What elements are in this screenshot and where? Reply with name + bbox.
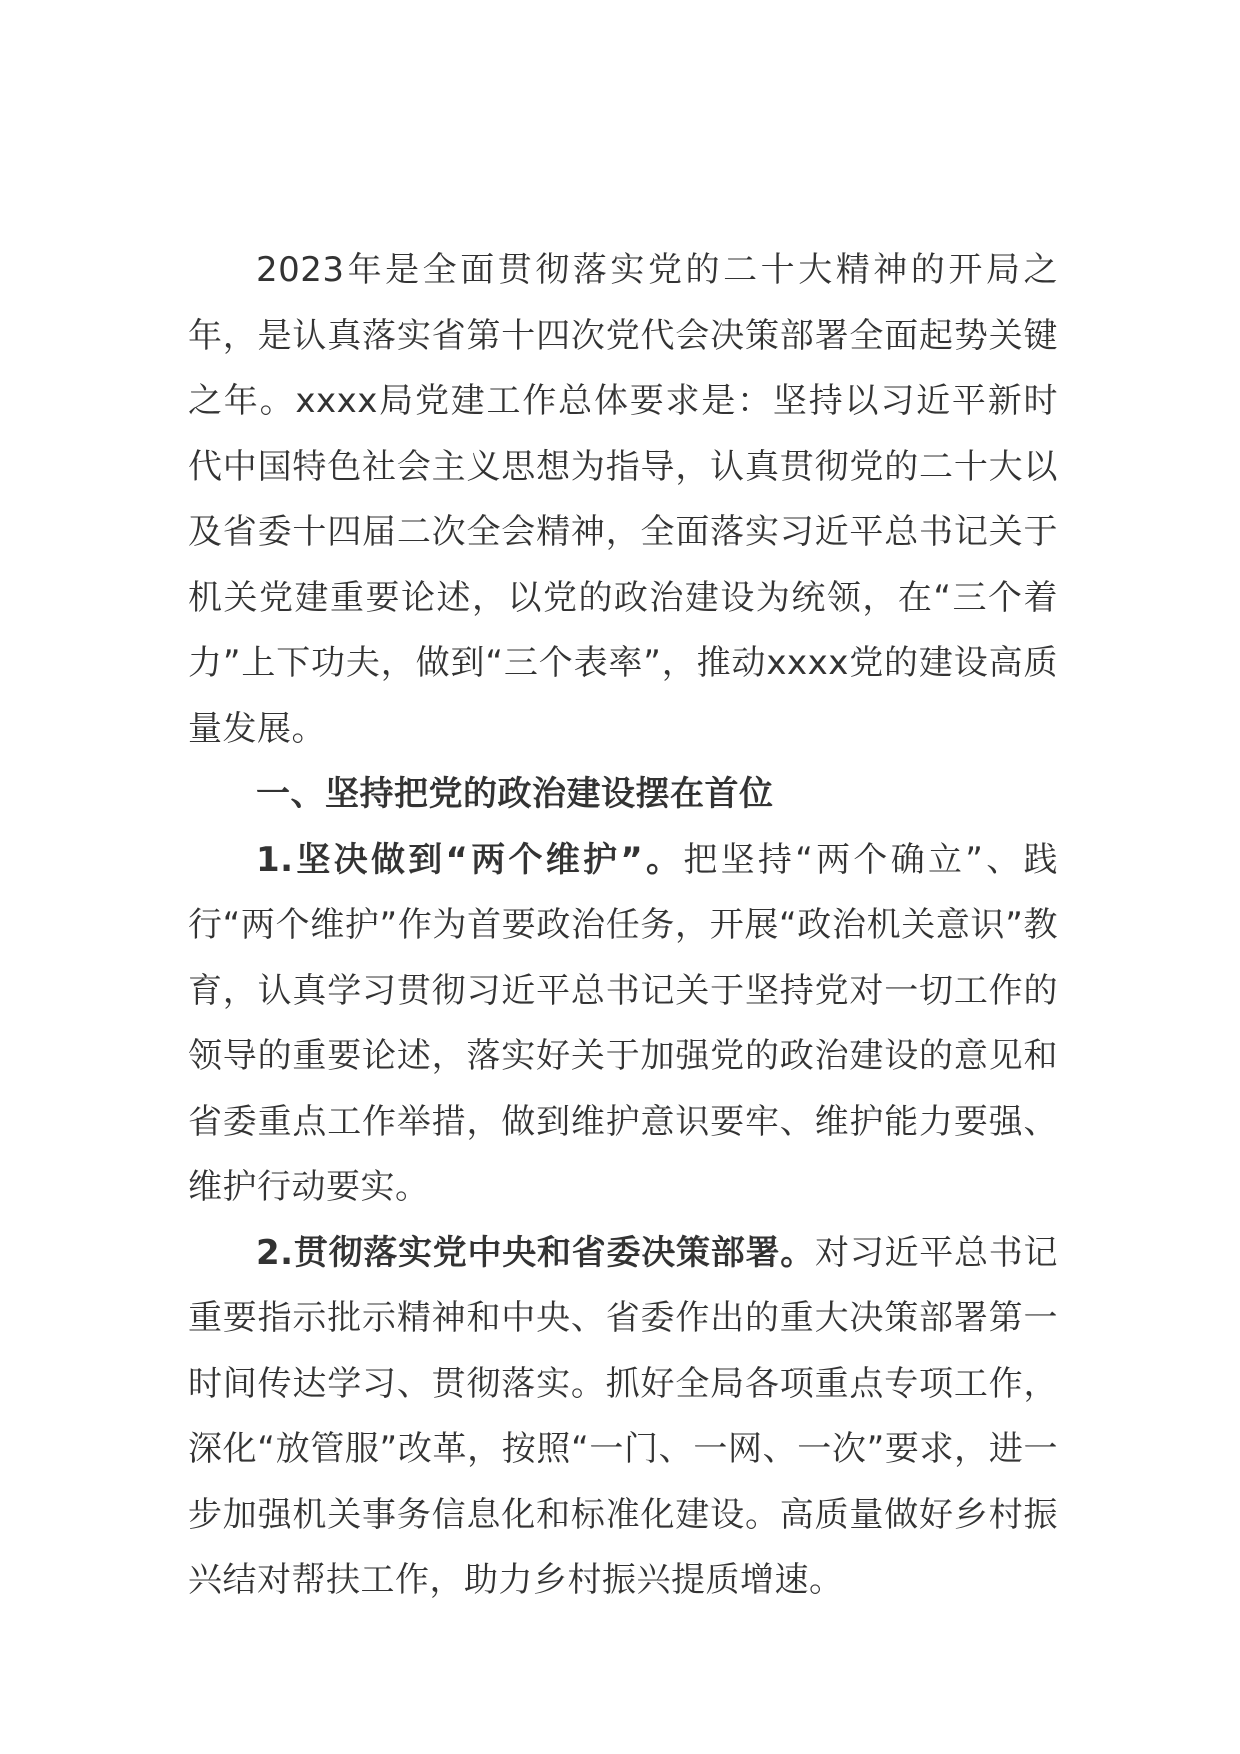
item-1-body: 把坚持“两个确立”、践行“两个维护”作为首要政治任务，开展“政治机关意识”教育，认真学习贯彻习近平总书记关于坚持党对一切工作的领导的重要论述，落实好关于加强党的政治建设的意见和省委重点工作举措，做到维护意识要牢、维护能力要强、维护行动要实。 [188,839,1058,1207]
section-heading: 一、坚持把党的政治建设摆在首位 [256,774,774,814]
item-2-body: 对习近平总书记重要指示批示精神和中央、省委作出的重大决策部署第一时间传达学习、贯彻落实。抓好全局各项重点专项工作，深化“放管服”改革，按照“一门、一网、一次”要求，进一步加强机关事务信息化和标准化建设。高质量做好乡村振兴结对帮扶工作，助力乡村振兴提质增速。 [188,1232,1058,1600]
item-2-paragraph [188,1221,1058,1614]
item-1-title: 1.坚决做到“两个维护”。 [256,839,684,880]
document-body [188,238,1058,1614]
item-1-paragraph [188,828,1058,1221]
item-2-title: 2.贯彻落实党中央和省委决策部署。 [256,1232,816,1273]
intro-paragraph: 2023年是全面贯彻落实党的二十大精神的开局之年，是认真落实省第十四次党代会决策部署全面起势关键之年。xxxx局党建工作总体要求是：坚持以习近平新时代中国特色社会主义思想为指导，认真贯彻党的二十大以及省委十四届二次全会精神，全面落实习近平总书记关于机关党建重要论述，以党的政治建设为统领，在“三个着力”上下功夫，做到“三个表率”，推动xxxx党的建设高质量发展。 [188,250,1058,749]
